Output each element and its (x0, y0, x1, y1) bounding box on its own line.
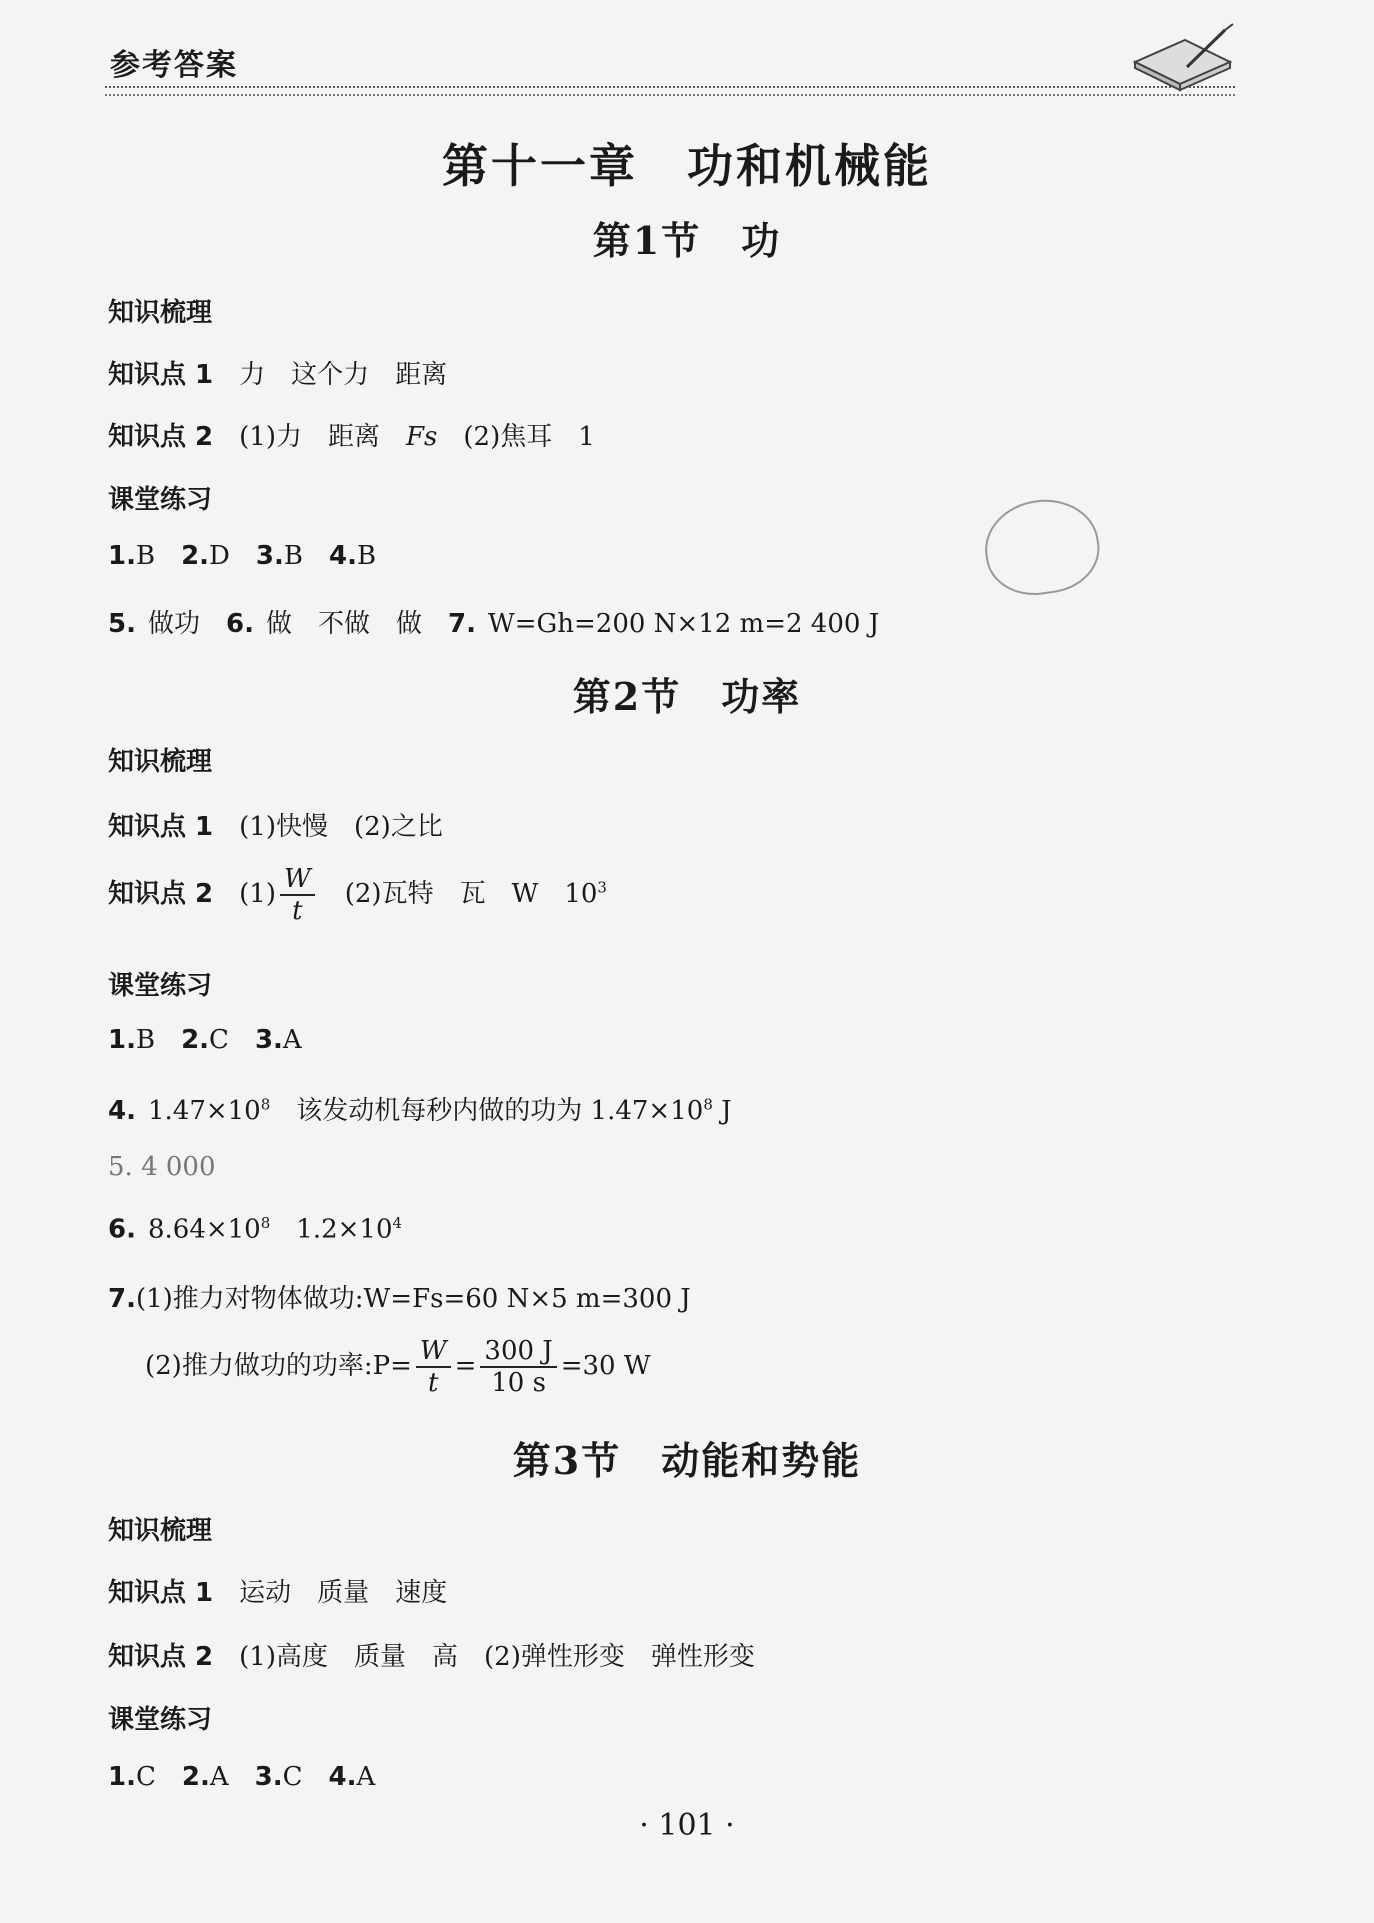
homework-stamp (979, 493, 1105, 602)
s2-knowledge-point-2: 知识点 2 (1) $\frac{W}{t}$ (2)瓦特 瓦 W $10^3$ (108, 864, 607, 926)
s1-answers-1-4: 1.B 2.D 3.B 4.B (108, 541, 377, 571)
s2-practice-heading: 课堂练习 (108, 971, 213, 1001)
s1-practice-heading: 课堂练习 (108, 485, 213, 515)
s3-knowledge-heading: 知识梳理 (108, 1516, 213, 1546)
notebook-pencil-icon (1125, 22, 1240, 92)
s1-knowledge-point-2: 知识点 2 (1)力 距离 Fs (2)焦耳 1 (108, 422, 595, 452)
header-label: 参考答案 (110, 48, 238, 83)
power-fraction: $\frac{W}{t}$ (280, 866, 315, 924)
header-divider (105, 86, 1235, 88)
s3-practice-heading: 课堂练习 (108, 1705, 213, 1735)
s2-answer-4: 4. $1.47\times 10^8$ 该发动机每秒内做的功为 $1.47\times 10^8$ J (108, 1095, 732, 1126)
header-divider-secondary (105, 94, 1235, 96)
s3-knowledge-point-1: 知识点 1 运动 质量 速度 (108, 1578, 448, 1608)
s2-answer-7-part-2: (2)推力做功的功率:P= $\frac{W}{t}$ = $\frac{300 J}{10 s}$ =30 W (145, 1336, 651, 1398)
s2-knowledge-point-1: 知识点 1 (1)快慢 (2)之比 (108, 812, 443, 842)
s1-knowledge-point-1: 知识点 1 力 这个力 距离 (108, 360, 448, 390)
s3-answers-1-4: 1.C 2.A 3.C 4.A (108, 1762, 376, 1792)
s2-answer-6: 6. $8.64\times 10^8$ $1.2\times 10^4$ (108, 1214, 403, 1245)
s2-answer-7-part-1: 7.(1)推力对物体做功:W=Fs=60 N×5 m=300 J (108, 1284, 691, 1314)
s2-answer-5: 5. 4 000 (108, 1152, 216, 1182)
s2-knowledge-heading: 知识梳理 (108, 747, 213, 777)
s3-knowledge-point-2: 知识点 2 (1)高度 质量 高 (2)弹性形变 弹性形变 (108, 1642, 755, 1672)
s2-answers-1-3: 1.B 2.C 3.A (108, 1025, 302, 1055)
section-1-title: 第1节 功 (592, 218, 782, 263)
page-number: · 101 · (639, 1808, 735, 1843)
s1-knowledge-heading: 知识梳理 (108, 298, 213, 328)
chapter-title: 第十一章 功和机械能 (442, 139, 932, 193)
section-3-title: 第3节 动能和势能 (512, 1438, 862, 1483)
section-2-title: 第2节 功率 (572, 674, 802, 719)
s1-answers-5-7: 5. 做功 6. 做 不做 做 7. W=Gh=200 N×12 m=2 400 J (108, 609, 880, 639)
